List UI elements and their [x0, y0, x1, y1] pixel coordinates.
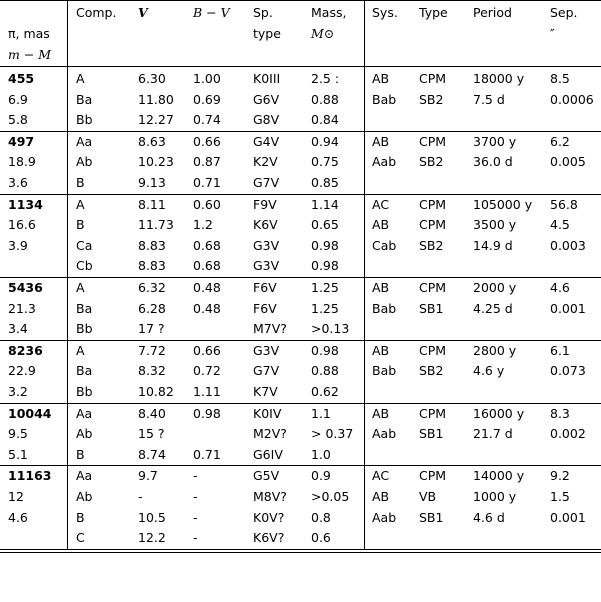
header-distance-modulus: m − M [8, 47, 52, 62]
component-name: Bb [76, 384, 93, 399]
mass-value: > 0.37 [311, 426, 354, 441]
parallax-value: 18.9 [8, 154, 36, 169]
color-index: 0.74 [193, 112, 221, 127]
system-type: SB2 [419, 238, 444, 253]
component-name: Ca [76, 238, 93, 253]
group-separator-rule [0, 277, 601, 278]
table-bottom-rule-2 [0, 552, 601, 553]
mass-value: 0.75 [311, 154, 339, 169]
mass-value: 0.88 [311, 92, 339, 107]
mass-value: 0.6 [311, 530, 331, 545]
v-magnitude: 9.7 [138, 468, 158, 483]
separation-value: 1.5 [550, 489, 570, 504]
orbital-period: 3500 y [473, 217, 517, 232]
component-name: Aa [76, 406, 93, 421]
parallax-value: 9.5 [8, 426, 28, 441]
header-color-index: B − V [193, 5, 230, 20]
spectral-type: K2V [253, 154, 278, 169]
color-index: 0.60 [193, 197, 221, 212]
spectral-type: K0V? [253, 510, 285, 525]
color-index: 0.48 [193, 280, 221, 295]
hip-number: 11163 [8, 468, 52, 483]
mass-value: 0.98 [311, 258, 339, 273]
mass-value: 2.5 : [311, 71, 340, 86]
component-name: Bb [76, 321, 93, 336]
component-name: Ba [76, 363, 93, 378]
header-spectral-type: Sp. [253, 5, 273, 20]
system-pair: AB [372, 71, 390, 86]
header-type: Type [419, 5, 448, 20]
v-magnitude: 10.82 [138, 384, 174, 399]
orbital-period: 21.7 d [473, 426, 513, 441]
distance-modulus-value: 5.8 [8, 112, 28, 127]
mass-value: 0.88 [311, 363, 339, 378]
orbital-period: 36.0 d [473, 154, 513, 169]
spectral-type: G6V [253, 92, 280, 107]
color-index: - [193, 530, 198, 545]
header-rule [0, 66, 601, 67]
component-name: A [76, 343, 85, 358]
system-type: CPM [419, 217, 447, 232]
mass-value: 1.0 [311, 447, 331, 462]
spectral-type: M8V? [253, 489, 287, 504]
v-magnitude: 10.23 [138, 154, 174, 169]
spectral-type: G7V [253, 175, 280, 190]
group-separator-rule [0, 340, 601, 341]
component-name: Aa [76, 134, 93, 149]
mass-value: 1.25 [311, 280, 339, 295]
component-name: A [76, 280, 85, 295]
group-separator-rule [0, 465, 601, 466]
separation-value: 8.3 [550, 406, 570, 421]
spectral-type: G3V [253, 238, 280, 253]
distance-modulus-value: 4.6 [8, 510, 28, 525]
header-separation: Sep. [550, 5, 578, 20]
header-spectral-type-2: type [253, 26, 281, 41]
separation-value: 4.5 [550, 217, 570, 232]
system-pair: Aab [372, 426, 397, 441]
v-magnitude: 8.40 [138, 406, 166, 421]
spectral-type: G4V [253, 134, 280, 149]
v-magnitude: 17 ? [138, 321, 165, 336]
v-magnitude: 15 ? [138, 426, 165, 441]
orbital-period: 105000 y [473, 197, 533, 212]
color-index: 0.68 [193, 238, 221, 253]
color-index: 0.68 [193, 258, 221, 273]
spectral-type: G3V [253, 343, 280, 358]
color-index: 0.87 [193, 154, 221, 169]
table-bottom-rule [0, 549, 601, 550]
system-type: SB1 [419, 510, 444, 525]
table-top-rule [0, 0, 601, 1]
color-index: 1.11 [193, 384, 221, 399]
v-magnitude: 11.73 [138, 217, 174, 232]
vertical-rule-right [364, 0, 365, 549]
system-pair: AB [372, 489, 390, 504]
v-magnitude: 8.74 [138, 447, 166, 462]
distance-modulus-value: 3.4 [8, 321, 28, 336]
system-type: SB1 [419, 301, 444, 316]
v-magnitude: 11.80 [138, 92, 174, 107]
v-magnitude: 12.2 [138, 530, 166, 545]
group-separator-rule [0, 194, 601, 195]
system-type: SB1 [419, 426, 444, 441]
header-v-magnitude: V [138, 5, 148, 20]
separation-value: 0.001 [550, 510, 586, 525]
header-period: Period [473, 5, 512, 20]
v-magnitude: 7.72 [138, 343, 166, 358]
parallax-value: 21.3 [8, 301, 36, 316]
color-index: 1.00 [193, 71, 221, 86]
hip-number: 8236 [8, 343, 43, 358]
mass-value: 0.65 [311, 217, 339, 232]
orbital-period: 2000 y [473, 280, 517, 295]
system-type: CPM [419, 71, 447, 86]
component-name: A [76, 197, 85, 212]
v-magnitude: 8.83 [138, 258, 166, 273]
component-name: B [76, 510, 85, 525]
color-index: 0.48 [193, 301, 221, 316]
v-magnitude: 8.32 [138, 363, 166, 378]
spectral-type: G3V [253, 258, 280, 273]
hip-number: 1134 [8, 197, 43, 212]
v-magnitude: - [138, 489, 143, 504]
v-magnitude: 6.30 [138, 71, 166, 86]
spectral-type: F6V [253, 301, 277, 316]
v-magnitude: 8.63 [138, 134, 166, 149]
v-magnitude: 9.13 [138, 175, 166, 190]
component-name: Ab [76, 426, 93, 441]
mass-value: >0.13 [311, 321, 350, 336]
separation-value: 0.003 [550, 238, 586, 253]
mass-value: 0.98 [311, 238, 339, 253]
spectral-type: F9V [253, 197, 277, 212]
mass-value: 1.25 [311, 301, 339, 316]
orbital-period: 7.5 d [473, 92, 505, 107]
header-system: Sys. [372, 5, 398, 20]
distance-modulus-value: 3.6 [8, 175, 28, 190]
header-mass: Mass, [311, 5, 347, 20]
parallax-value: 16.6 [8, 217, 36, 232]
system-type: CPM [419, 280, 447, 295]
color-index: 0.66 [193, 343, 221, 358]
system-pair: AC [372, 468, 390, 483]
distance-modulus-value: 5.1 [8, 447, 28, 462]
spectral-type: G6IV [253, 447, 283, 462]
separation-value: 0.001 [550, 301, 586, 316]
system-type: CPM [419, 197, 447, 212]
mass-value: 0.62 [311, 384, 339, 399]
separation-value: 6.2 [550, 134, 570, 149]
parallax-value: 6.9 [8, 92, 28, 107]
component-name: C [76, 530, 85, 545]
separation-value: 0.073 [550, 363, 586, 378]
mass-value: 0.85 [311, 175, 339, 190]
system-type: CPM [419, 406, 447, 421]
orbital-period: 2800 y [473, 343, 517, 358]
mass-value: 0.84 [311, 112, 339, 127]
component-name: Ab [76, 154, 93, 169]
v-magnitude: 8.83 [138, 238, 166, 253]
spectral-type: K0III [253, 71, 281, 86]
hip-number: 5436 [8, 280, 43, 295]
orbital-period: 4.6 d [473, 510, 505, 525]
system-type: CPM [419, 468, 447, 483]
header-separation-unit: ″ [550, 26, 555, 41]
system-pair: AB [372, 134, 390, 149]
system-pair: Cab [372, 238, 397, 253]
component-name: Ba [76, 301, 93, 316]
v-magnitude: 6.32 [138, 280, 166, 295]
spectral-type: K6V [253, 217, 278, 232]
component-name: Ba [76, 92, 93, 107]
group-separator-rule [0, 131, 601, 132]
vertical-rule-left [67, 0, 68, 549]
mass-value: >0.05 [311, 489, 350, 504]
system-type: CPM [419, 134, 447, 149]
separation-value: 0.002 [550, 426, 586, 441]
v-magnitude: 10.5 [138, 510, 166, 525]
orbital-period: 14000 y [473, 468, 525, 483]
spectral-type: G5V [253, 468, 280, 483]
separation-value: 4.6 [550, 280, 570, 295]
system-pair: AB [372, 217, 390, 232]
system-type: SB2 [419, 363, 444, 378]
component-name: A [76, 71, 85, 86]
color-index: 0.71 [193, 175, 221, 190]
color-index: 0.98 [193, 406, 221, 421]
hip-number: 10044 [8, 406, 52, 421]
mass-value: 0.9 [311, 468, 331, 483]
orbital-period: 4.6 y [473, 363, 505, 378]
spectral-type: G8V [253, 112, 280, 127]
parallax-value: 22.9 [8, 363, 36, 378]
separation-value: 56.8 [550, 197, 578, 212]
system-pair: Bab [372, 92, 397, 107]
color-index: 0.71 [193, 447, 221, 462]
spectral-type: M2V? [253, 426, 287, 441]
hip-number: 497 [8, 134, 35, 149]
system-type: SB2 [419, 154, 444, 169]
component-name: Cb [76, 258, 93, 273]
system-type: SB2 [419, 92, 444, 107]
system-pair: AC [372, 197, 390, 212]
header-component: Comp. [76, 5, 117, 20]
system-type: CPM [419, 343, 447, 358]
distance-modulus-value: 3.9 [8, 238, 28, 253]
v-magnitude: 8.11 [138, 197, 166, 212]
mass-value: 0.94 [311, 134, 339, 149]
color-index: 0.72 [193, 363, 221, 378]
system-pair: Aab [372, 154, 397, 169]
spectral-type: G7V [253, 363, 280, 378]
distance-modulus-value: 3.2 [8, 384, 28, 399]
mass-value: 0.98 [311, 343, 339, 358]
orbital-period: 16000 y [473, 406, 525, 421]
hip-number: 455 [8, 71, 35, 86]
header-parallax: π, mas [8, 26, 50, 41]
orbital-period: 1000 y [473, 489, 517, 504]
color-index: - [193, 510, 198, 525]
orbital-period: 14.9 d [473, 238, 513, 253]
component-name: Ab [76, 489, 93, 504]
spectral-type: M7V? [253, 321, 287, 336]
color-index: 1.2 [193, 217, 213, 232]
system-pair: Bab [372, 301, 397, 316]
orbital-period: 3700 y [473, 134, 517, 149]
group-separator-rule [0, 403, 601, 404]
system-pair: AB [372, 406, 390, 421]
separation-value: 0.005 [550, 154, 586, 169]
mass-value: 0.8 [311, 510, 331, 525]
separation-value: 8.5 [550, 71, 570, 86]
component-name: Bb [76, 112, 93, 127]
v-magnitude: 12.27 [138, 112, 174, 127]
component-name: B [76, 447, 85, 462]
separation-value: 9.2 [550, 468, 570, 483]
orbital-period: 4.25 d [473, 301, 513, 316]
spectral-type: K0IV [253, 406, 282, 421]
mass-value: 1.1 [311, 406, 331, 421]
separation-value: 0.0006 [550, 92, 594, 107]
system-type: VB [419, 489, 437, 504]
spectral-type: K7V [253, 384, 278, 399]
component-name: B [76, 217, 85, 232]
header-mass-unit: M⊙ [311, 26, 335, 41]
color-index: - [193, 468, 198, 483]
v-magnitude: 6.28 [138, 301, 166, 316]
separation-value: 6.1 [550, 343, 570, 358]
system-pair: Bab [372, 363, 397, 378]
system-pair: Aab [372, 510, 397, 525]
parallax-value: 12 [8, 489, 24, 504]
color-index: 0.69 [193, 92, 221, 107]
system-pair: AB [372, 280, 390, 295]
system-pair: AB [372, 343, 390, 358]
mass-value: 1.14 [311, 197, 339, 212]
component-name: B [76, 175, 85, 190]
spectral-type: K6V? [253, 530, 285, 545]
spectral-type: F6V [253, 280, 277, 295]
orbital-period: 18000 y [473, 71, 525, 86]
color-index: 0.66 [193, 134, 221, 149]
color-index: - [193, 489, 198, 504]
component-name: Aa [76, 468, 93, 483]
